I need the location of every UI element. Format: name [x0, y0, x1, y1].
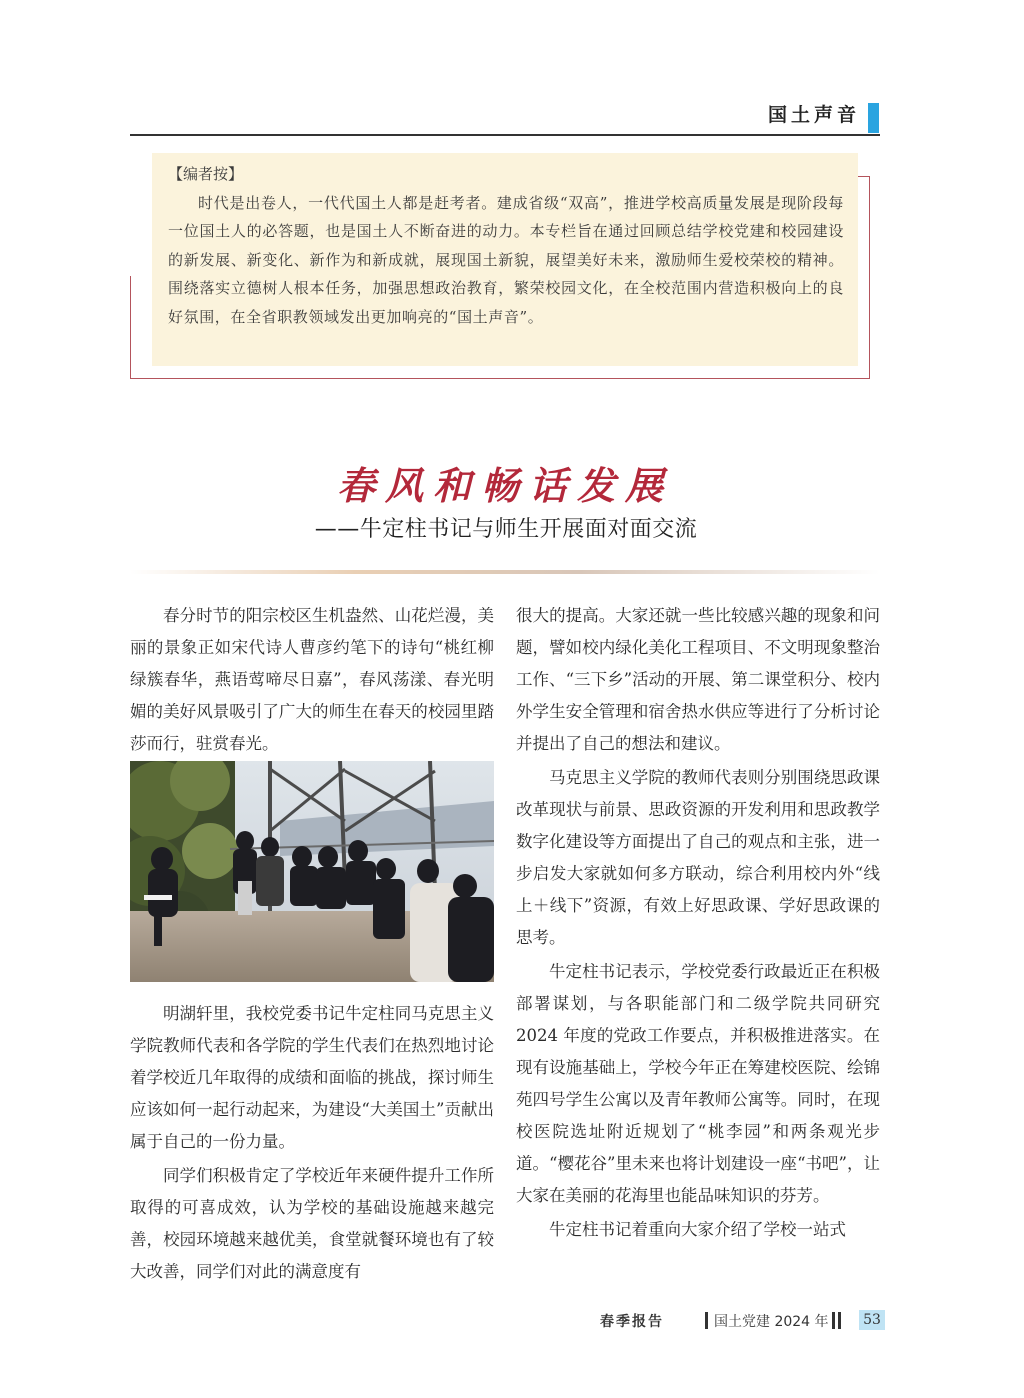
note-frame-line: [858, 176, 870, 177]
left-column-top: [130, 600, 494, 760]
body-paragraph: 马克思主义学院的教师代表则分别围绕思政课改革现状与前景、思政资源的开发利用和思政教学数字化建设等方面提出了自己的观点和主张，进一步启发大家就如何多方联动，综合利用校内外“线上＋线下”资源，有效上好思政课、学好思政课的思考。: [516, 768, 880, 947]
footer-journal-label: 国土党建 2024 年: [714, 1314, 829, 1330]
page-footer: [600, 1310, 890, 1332]
article-subtitle: ——牛定柱书记与师生开展面对面交流: [314, 517, 698, 542]
body-paragraph: 很大的提高。大家还就一些比较感兴趣的现象和问题，譬如校内绿化美化工程项目、不文明现象整治工作、“三下乡”活动的开展、第二课堂积分、校内外学生安全管理和宿舍热水供应等进行了分析讨论并提出了自己的想法和建议。: [516, 606, 880, 753]
footer-separator: [705, 1312, 708, 1329]
header-accent-bar: [868, 103, 879, 133]
section-title: 国土声音: [767, 104, 860, 126]
body-paragraph: 明湖轩里，我校党委书记牛定柱同马克思主义学院教师代表和各学院的学生代表们在热烈地讨论着学校近几年取得的成绩和面临的挑战，探讨师生应该如何一起行动起来，为建设“大美国土”贡献出属于自己的一份力量。: [130, 1004, 494, 1151]
editor-note-body: 时代是出卷人，一代代国土人都是赶考者。建成省级“双高”，推进学校高质量发展是现阶段每一位国土人的必答题，也是国土人不断奋进的动力。本专栏旨在通过回顾总结学校党建和校园建设的新发展、新变化、新作为和新成就，展现国土新貌，展望美好未来，激励师生爱校荣校的精神。围绕落实立德树人根本任务，加强思想政治教育，繁荣校园文化，在全校范围内营造积极向上的良好氛围，在全省职教领域发出更加响亮的“国土声音”。: [168, 193, 844, 326]
left-column-bottom: [130, 998, 494, 1288]
body-paragraph: 牛定柱书记表示，学校党委行政最近正在积极部署谋划，与各职能部门和二级学院共同研究 2024 年度的党政工作要点，并积极推进落实。在现有设施基础上，学校今年正在筹建校医院、绘锦苑四号学生公寓以及青年教师公寓等。同时，在现校医院选址附近规划了“桃李园”和两条观光步道。“樱花谷”里未来也将计划建设一座“书吧”，让大家在美丽的花海里也能品味知识的芬芳。: [516, 962, 880, 1205]
body-paragraph: 牛定柱书记着重向大家介绍了学校一站式: [549, 1220, 846, 1239]
body-paragraph: 春分时节的阳宗校区生机盎然、山花烂漫，美丽的景象正如宋代诗人曹彦约笔下的诗句“桃红柳绿簇春华，燕语莺啼尽日嘉”，春风荡漾、春光明媚的美好风景吸引了广大的师生在春天的校园里踏莎而行，驻赏春光。: [130, 606, 494, 753]
footer-report-label: 春季报告: [600, 1314, 664, 1330]
footer-double-bar: [832, 1312, 841, 1329]
body-paragraph: 同学们积极肯定了学校近年来硬件提升工作所取得的可喜成效，认为学校的基础设施越来越完善，校园环境越来越优美，食堂就餐环境也有了较大改善，同学们对此的满意度有: [130, 1166, 494, 1281]
right-column: [516, 600, 880, 1246]
editor-note-heading: 【编者按】: [168, 165, 244, 183]
note-frame-line: [130, 378, 870, 379]
editor-note: [152, 153, 858, 366]
title-divider: [130, 570, 880, 574]
article-title: 春风和畅话发展: [336, 463, 673, 508]
header-rule: [130, 134, 880, 136]
meeting-photo: [130, 761, 494, 982]
note-frame-line: [130, 276, 131, 379]
note-frame-line: [869, 176, 870, 379]
page-number: 53: [859, 1310, 885, 1330]
